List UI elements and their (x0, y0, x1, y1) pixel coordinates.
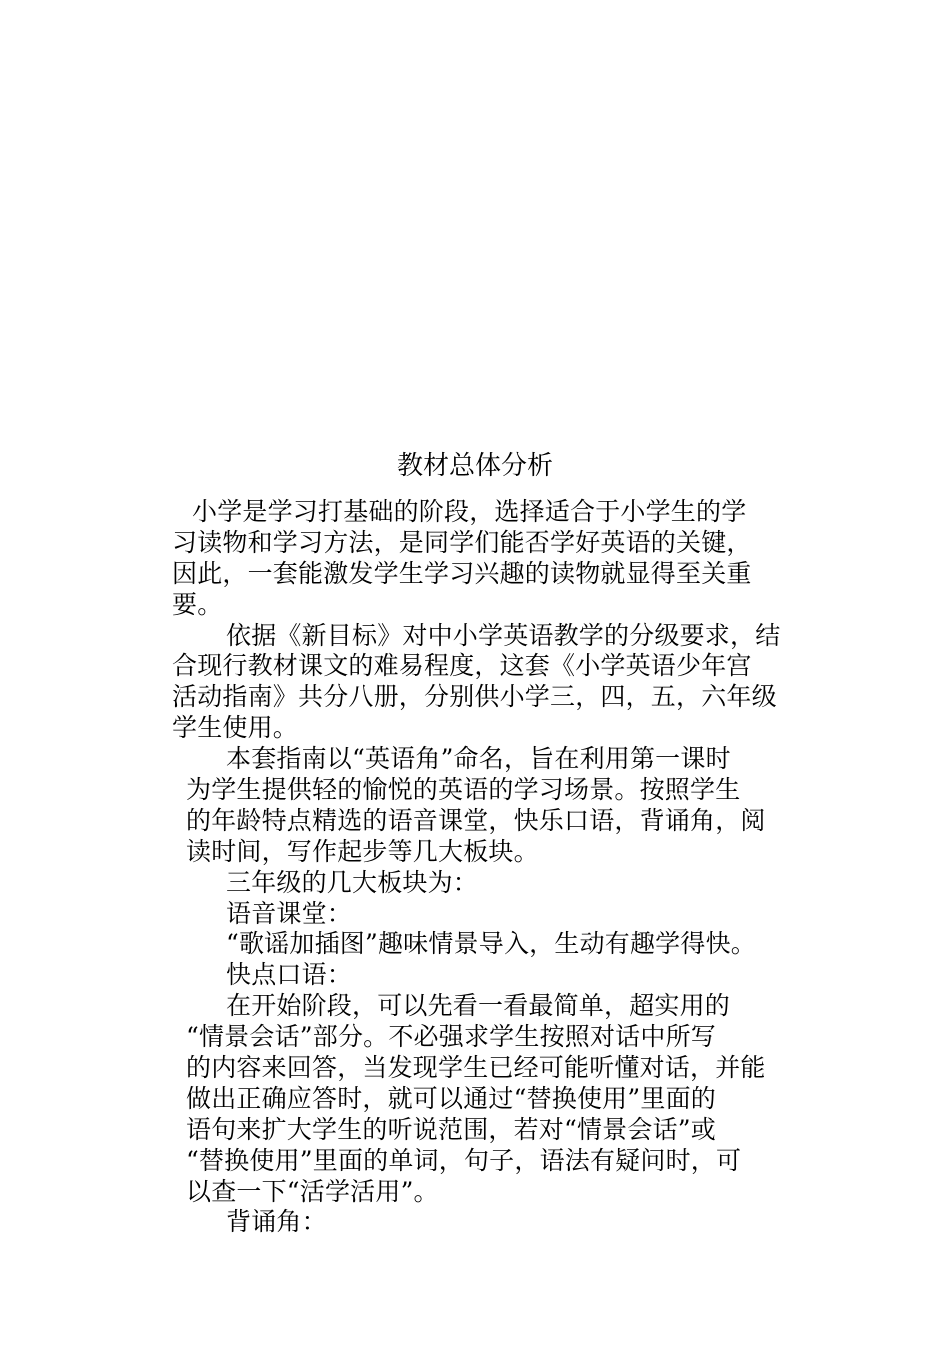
text-line: 读时间，写作起步等几大板块。 (186, 836, 539, 866)
text-line: 语句来扩大学生的听说范围，若对“情景会话”或 (186, 1114, 716, 1144)
text-line: 三年级的几大板块为： (226, 867, 479, 897)
document-title: 教材总体分析 (396, 451, 553, 481)
text-line: “歌谣加插图”趣味情景导入，生动有趣学得快。 (226, 929, 756, 959)
text-line: 背诵角： (226, 1207, 327, 1237)
text-line: 因此，一套能激发学生学习兴趣的读物就显得至关重 (172, 558, 752, 588)
text-line: 合现行教材课文的难易程度，这套《小学英语少年宫 (172, 651, 752, 681)
text-line: 学生使用。 (172, 713, 299, 743)
text-line: 为学生提供轻的愉悦的英语的学习场景。按照学生 (186, 775, 741, 805)
text-line: 在开始阶段，可以先看一看最简单，超实用的 (226, 991, 731, 1021)
text-line: 做出正确应答时，就可以通过“替换使用”里面的 (186, 1083, 716, 1113)
text-line: 要。 (172, 589, 223, 619)
text-line: “情景会话”部分。不必强求学生按照对话中所写 (186, 1022, 716, 1052)
text-line: 本套指南以“英语角”命名，旨在利用第一课时 (226, 744, 731, 774)
text-line: 习读物和学习方法，是同学们能否学好英语的关键， (172, 527, 752, 557)
text-line: 的内容来回答，当发现学生已经可能听懂对话，并能 (186, 1053, 766, 1083)
document-body (172, 497, 792, 1238)
text-line: “替换使用”里面的单词，句子，语法有疑问时，可 (186, 1145, 742, 1175)
text-line: 小学是学习打基础的阶段，选择适合于小学生的学 (192, 497, 747, 526)
text-line: 快点口语： (226, 960, 353, 990)
text-line: 以查一下“活学活用”。 (186, 1176, 439, 1206)
text-line: 活动指南》共分八册，分别供小学三，四，五，六年级 (172, 682, 777, 712)
text-line: 的年龄特点精选的语音课堂，快乐口语，背诵角，阅 (186, 805, 766, 835)
text-line: 依据《新目标》对中小学英语教学的分级要求，结 (226, 620, 781, 650)
text-line: 语音课堂： (226, 898, 353, 928)
